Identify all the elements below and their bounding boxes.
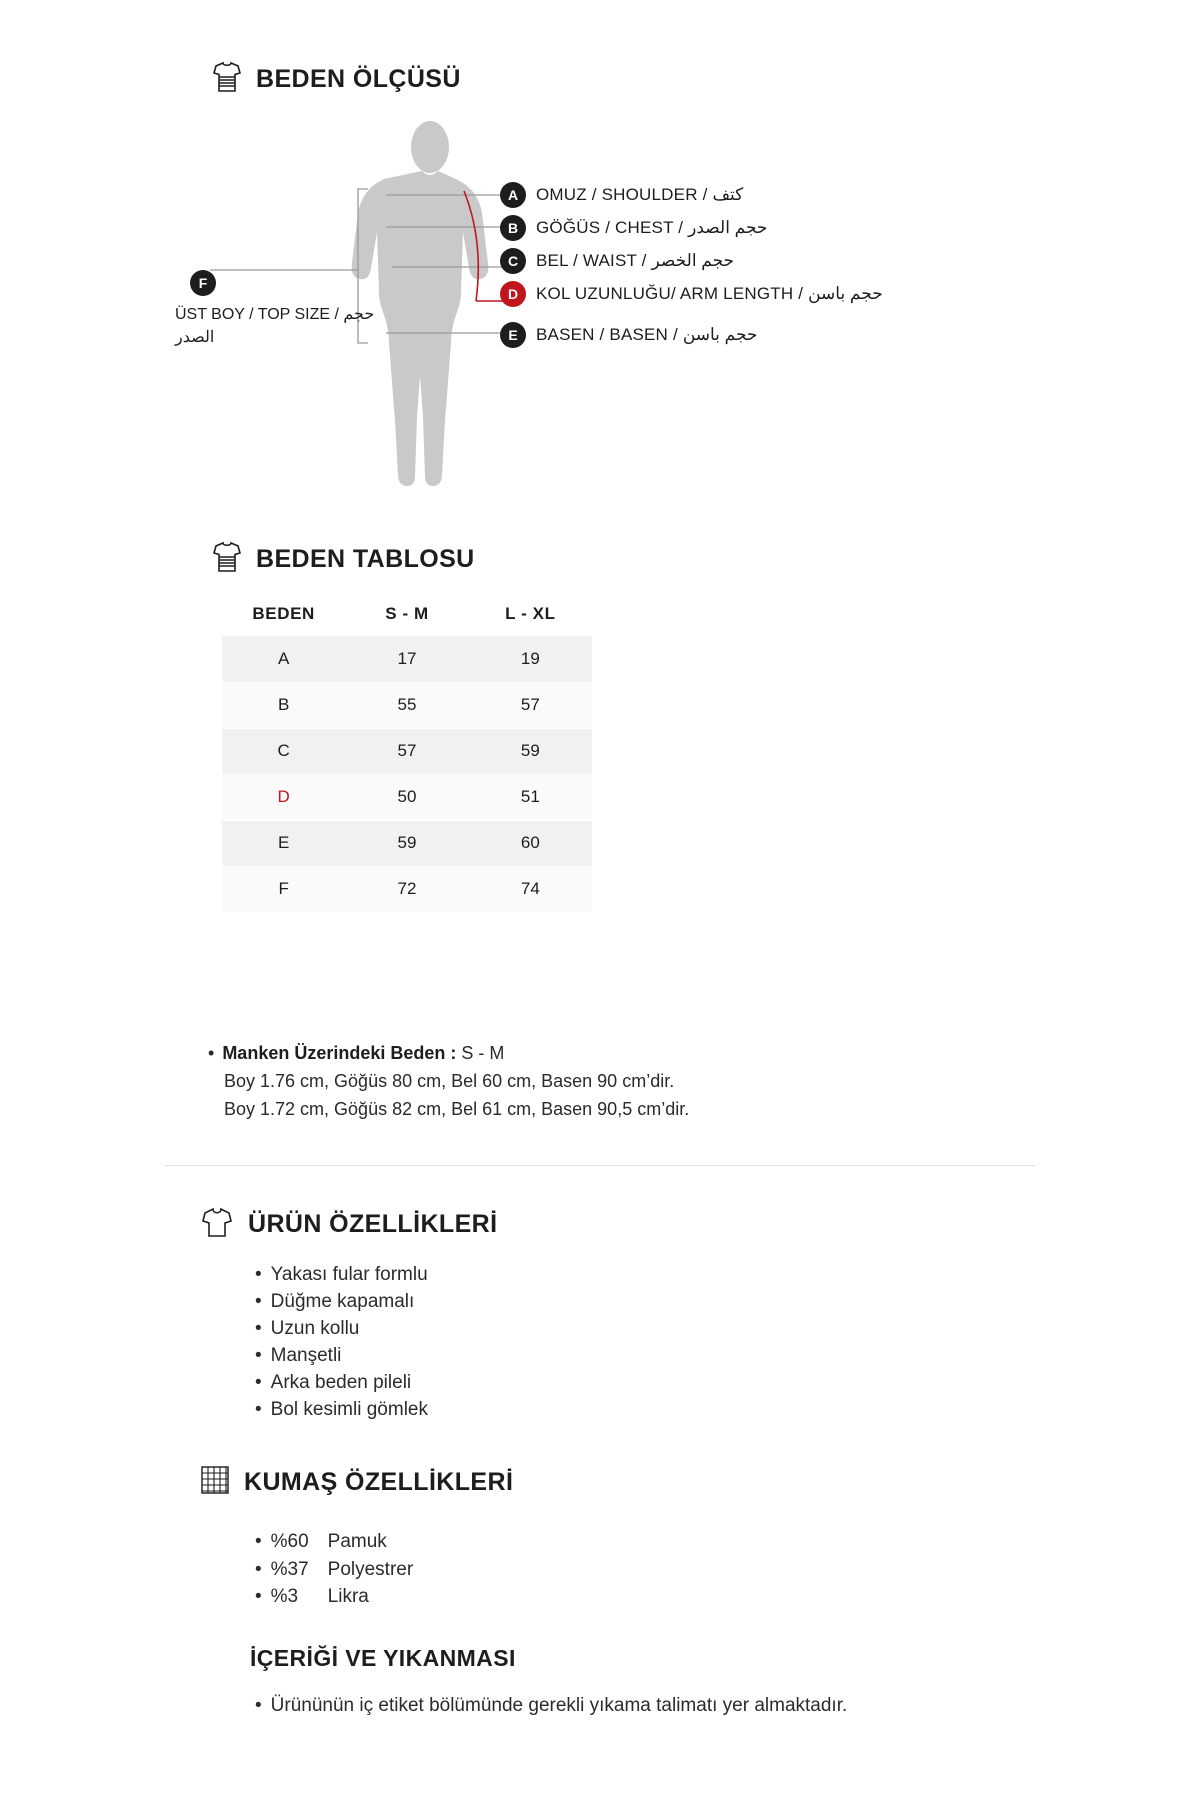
list-item xyxy=(255,1583,413,1611)
table-header-row xyxy=(222,592,592,636)
row-sm-a: 17 xyxy=(345,636,468,682)
model-size-label: Manken Üzerindeki Beden : xyxy=(222,1043,457,1063)
row-lxl-e: 60 xyxy=(469,820,592,866)
product-features-heading xyxy=(200,1205,497,1244)
bullet-icon: • xyxy=(255,1558,262,1580)
legend-label-a: OMUZ / SHOULDER / كتف xyxy=(536,185,744,204)
size-table-section-title: BEDEN TABLOSU xyxy=(256,545,475,573)
list-item xyxy=(255,1692,955,1720)
care-instructions-list xyxy=(255,1692,955,1720)
model-size-line xyxy=(208,1040,689,1068)
product-feature-3: Uzun kollu xyxy=(270,1317,360,1339)
table-row xyxy=(222,682,592,728)
row-label-c: C xyxy=(222,728,345,774)
fabric-features-title: KUMAŞ ÖZELLİKLERİ xyxy=(244,1468,514,1496)
bullet-icon: • xyxy=(255,1344,262,1366)
table-row xyxy=(222,820,592,866)
row-sm-e: 59 xyxy=(345,820,468,866)
legend-label-c: BEL / WAIST / حجم الخصر xyxy=(536,251,735,270)
legend-badge-f: F xyxy=(190,270,216,296)
row-label-e: E xyxy=(222,820,345,866)
tshirt-icon xyxy=(200,1205,234,1244)
legend-item-c xyxy=(500,248,734,274)
bullet-icon: • xyxy=(255,1531,262,1552)
legend-label-d: KOL UZUNLUĞU/ ARM LENGTH / حجم باسن xyxy=(536,284,883,303)
table-row xyxy=(222,866,592,912)
product-feature-2: Düğme kapamalı xyxy=(270,1290,415,1312)
model-measurement-line-2: Boy 1.72 cm, Göğüs 82 cm, Bel 61 cm, Basen 90,5 cm’dir. xyxy=(224,1098,690,1119)
table-header-beden: BEDEN xyxy=(222,592,345,636)
row-sm-d: 50 xyxy=(345,774,468,820)
list-item xyxy=(255,1262,428,1289)
shirt-icon xyxy=(212,540,242,579)
fabric-composition-list xyxy=(255,1528,413,1611)
bullet-icon: • xyxy=(208,1043,215,1063)
row-lxl-b: 57 xyxy=(469,682,592,728)
list-item xyxy=(255,1370,428,1397)
bullet-icon: • xyxy=(255,1290,262,1312)
care-section-title: İÇERİĞİ VE YIKANMASI xyxy=(250,1645,516,1671)
size-table xyxy=(222,592,592,913)
measurement-section-title: BEDEN ÖLÇÜSÜ xyxy=(256,65,461,93)
legend-badge-e: E xyxy=(500,322,526,348)
legend-item-b xyxy=(500,215,767,241)
legend-label-b: GÖĞÜS / CHEST / حجم الصدر xyxy=(536,218,768,237)
fabric-amount-3: %3 xyxy=(270,1586,299,1608)
legend-item-d xyxy=(500,281,883,307)
fabric-swatch-icon xyxy=(200,1465,230,1500)
row-sm-b: 55 xyxy=(345,682,468,728)
product-features-title: ÜRÜN ÖZELLİKLERİ xyxy=(248,1210,498,1238)
table-header-sm: S - M xyxy=(345,592,468,636)
bullet-icon: • xyxy=(255,1695,262,1716)
section-divider xyxy=(165,1165,1035,1166)
legend-badge-b: B xyxy=(500,215,526,241)
body-measurement-figure xyxy=(175,115,990,535)
row-sm-f: 72 xyxy=(345,866,468,912)
list-item xyxy=(255,1556,413,1584)
list-item xyxy=(255,1316,428,1343)
list-item xyxy=(255,1343,428,1370)
model-measurement-line-1: Boy 1.76 cm, Göğüs 80 cm, Bel 60 cm, Basen 90 cm’dir. xyxy=(224,1070,675,1091)
row-label-b: B xyxy=(222,682,345,728)
row-lxl-a: 19 xyxy=(469,636,592,682)
row-sm-c: 57 xyxy=(345,728,468,774)
row-lxl-c: 59 xyxy=(469,728,592,774)
legend-badge-d: D xyxy=(500,281,526,307)
legend-label-e: BASEN / BASEN / حجم باسن xyxy=(536,325,758,344)
legend-item-a xyxy=(500,182,743,208)
legend-item-e xyxy=(500,322,757,348)
legend-badge-a: A xyxy=(500,182,526,208)
shirt-icon xyxy=(212,60,242,99)
model-size-value: S - M xyxy=(461,1043,505,1063)
row-label-a: A xyxy=(222,636,345,682)
row-label-d: D xyxy=(222,774,345,820)
row-lxl-f: 74 xyxy=(469,866,592,912)
table-row xyxy=(222,774,592,820)
legend-label-f: ÜST BOY / TOP SIZE / حجم الصدر xyxy=(175,306,375,347)
list-item xyxy=(255,1289,428,1316)
table-row xyxy=(222,728,592,774)
legend-badge-c: C xyxy=(500,248,526,274)
row-lxl-d: 51 xyxy=(469,774,592,820)
fabric-name-2: Polyestrer xyxy=(327,1558,414,1580)
bullet-icon: • xyxy=(255,1317,262,1339)
fabric-amount-2: %37 xyxy=(270,1558,309,1580)
product-feature-6: Bol kesimli gömlek xyxy=(270,1398,428,1420)
bullet-icon: • xyxy=(255,1398,262,1420)
product-feature-4: Manşetli xyxy=(270,1344,342,1366)
fabric-amount-1: %60 xyxy=(270,1531,309,1552)
measurement-section-heading xyxy=(212,60,461,99)
list-item xyxy=(255,1397,428,1424)
table-header-lxl: L - XL xyxy=(469,592,592,636)
fabric-name-1: Pamuk xyxy=(327,1531,387,1552)
model-measurements-note xyxy=(208,1040,689,1124)
care-instruction-1: Ürününün iç etiket bölümünde gerekli yıkama talimatı yer almaktadır. xyxy=(270,1695,848,1716)
fabric-features-heading xyxy=(200,1465,513,1500)
bullet-icon: • xyxy=(255,1371,262,1393)
bullet-icon: • xyxy=(255,1264,262,1285)
bullet-icon: • xyxy=(255,1586,262,1608)
list-item xyxy=(255,1528,413,1556)
table-row xyxy=(222,636,592,682)
fabric-name-3: Likra xyxy=(327,1586,369,1608)
legend-item-f xyxy=(190,270,216,296)
row-label-f: F xyxy=(222,866,345,912)
size-table-section-heading xyxy=(212,540,475,579)
product-feature-5: Arka beden pileli xyxy=(270,1371,412,1393)
product-features-list xyxy=(255,1262,428,1424)
product-feature-1: Yakası fular formlu xyxy=(270,1264,428,1285)
